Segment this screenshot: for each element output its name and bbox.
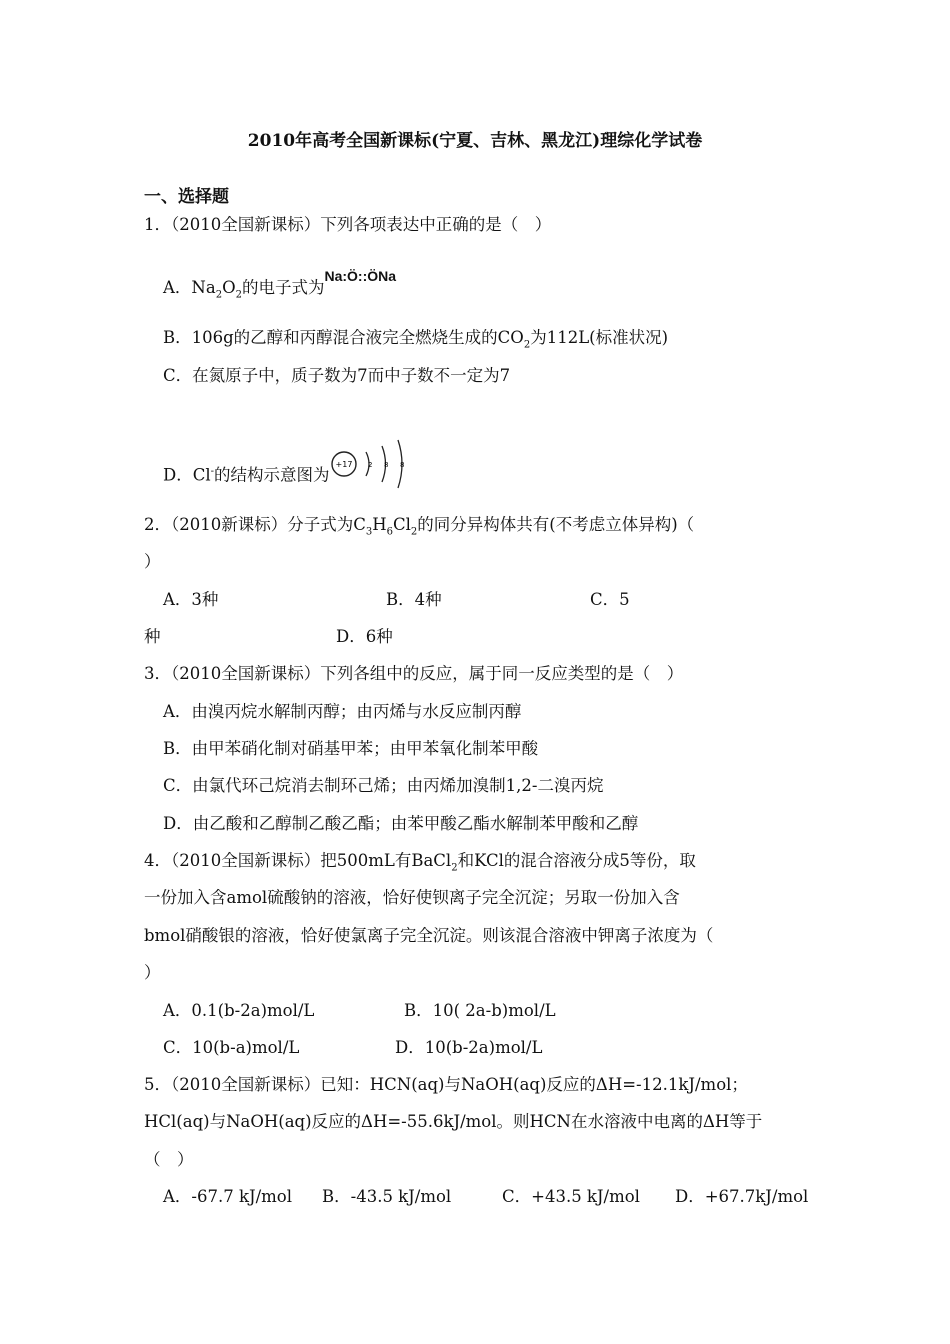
question-1-option-c: C．在氮原子中，质子数为7而中子数不一定为7 xyxy=(163,366,511,385)
shell-1-count: 2 xyxy=(367,461,372,469)
nucleus-label: +17 xyxy=(335,460,352,469)
question-1-option-d: D．Cl-的结构示意图为 +17 2 8 8 xyxy=(163,450,410,502)
question-4-option-a: A．0.1(b-2a)mol/L xyxy=(163,1001,315,1020)
question-4-line-1: 4．（2010全国新课标）把500mL有BaCl$_2$和KCl的混合溶液分成5等份，取 xyxy=(144,851,696,874)
section-heading: 一、选择题 xyxy=(144,187,229,207)
question-1-option-b: B．106g的乙醇和丙醇混合液完全燃烧生成的$CO_2$为112L(标准状况) xyxy=(163,328,669,351)
question-4-line-2: 一份加入含amol硫酸钠的溶液，恰好使钡离子完全沉淀；另取一份加入含 xyxy=(144,888,680,907)
question-3-option-d: D．由乙酸和乙醇制乙酸乙酯；由苯甲酸乙酯水解制苯甲酸和乙醇 xyxy=(163,814,639,833)
question-5-line-1: 5．（2010全国新课标）已知：HCN(aq)与NaOH(aq)反应的ΔH=-12.1kJ/mol； xyxy=(144,1075,748,1094)
question-5-option-b: B．-43.5 kJ/mol xyxy=(322,1187,452,1206)
question-5-line-2: HCl(aq)与NaOH(aq)反应的ΔH=-55.6kJ/mol。则HCN在水溶液中电离的ΔH等于 xyxy=(144,1112,763,1131)
question-5-option-c: C．+43.5 kJ/mol xyxy=(502,1187,640,1206)
question-2-option-a: A．3种 xyxy=(163,590,219,609)
shell-2-count: 8 xyxy=(383,461,388,469)
electron-formula: Na:Ö::ÖNa xyxy=(324,268,397,284)
question-3-stem: 3．（2010全国新课标）下列各组中的反应，属于同一反应类型的是（ ） xyxy=(144,664,684,683)
question-2-option-c: C．5 xyxy=(590,590,630,609)
question-3-option-b: B．由甲苯硝化制对硝基甲苯；由甲苯氧化制苯甲酸 xyxy=(163,739,539,758)
question-5-line-3: （ ） xyxy=(144,1150,194,1169)
question-2-stem-end: ） xyxy=(144,552,161,571)
question-4-option-c: C．10(b-a)mol/L xyxy=(163,1038,300,1057)
question-2-option-b: B．4种 xyxy=(386,590,442,609)
page-title: 2010年高考全国新课标(宁夏、吉林、黑龙江)理综化学试卷 xyxy=(247,131,703,151)
atom-structure-diagram xyxy=(330,438,410,490)
shell-3-count: 8 xyxy=(399,461,404,469)
question-1-stem: 1．（2010全国新课标）下列各项表达中正确的是（ ） xyxy=(144,215,552,234)
question-4-line-4: ） xyxy=(144,963,161,982)
question-2-option-d: D．6种 xyxy=(336,627,393,646)
question-4-line-3: bmol硝酸银的溶液，恰好使氯离子完全沉淀。则该混合溶液中钾离子浓度为（ xyxy=(144,926,714,945)
question-1-option-a: A．$Na_2O_2$的电子式为$^{Na:Ö::ÖNa}$ xyxy=(163,268,397,301)
question-2-stem: 2．（2010新课标）分子式为$C_3H_6Cl_2$的同分异构体共有(不考虑立体异构)（ xyxy=(144,515,695,538)
question-2-option-c-wrap: 种 xyxy=(144,627,161,646)
question-4-option-d: D．10(b-2a)mol/L xyxy=(395,1038,543,1057)
question-5-option-d: D．+67.7kJ/mol xyxy=(675,1187,809,1206)
question-3-option-a: A．由溴丙烷水解制丙醇；由丙烯与水反应制丙醇 xyxy=(163,702,522,721)
question-3-option-c: C．由氯代环己烷消去制环己烯；由丙烯加溴制1,2-二溴丙烷 xyxy=(163,776,604,795)
question-4-option-b: B．10( 2a-b)mol/L xyxy=(404,1001,556,1020)
question-5-option-a: A．-67.7 kJ/mol xyxy=(163,1187,293,1206)
